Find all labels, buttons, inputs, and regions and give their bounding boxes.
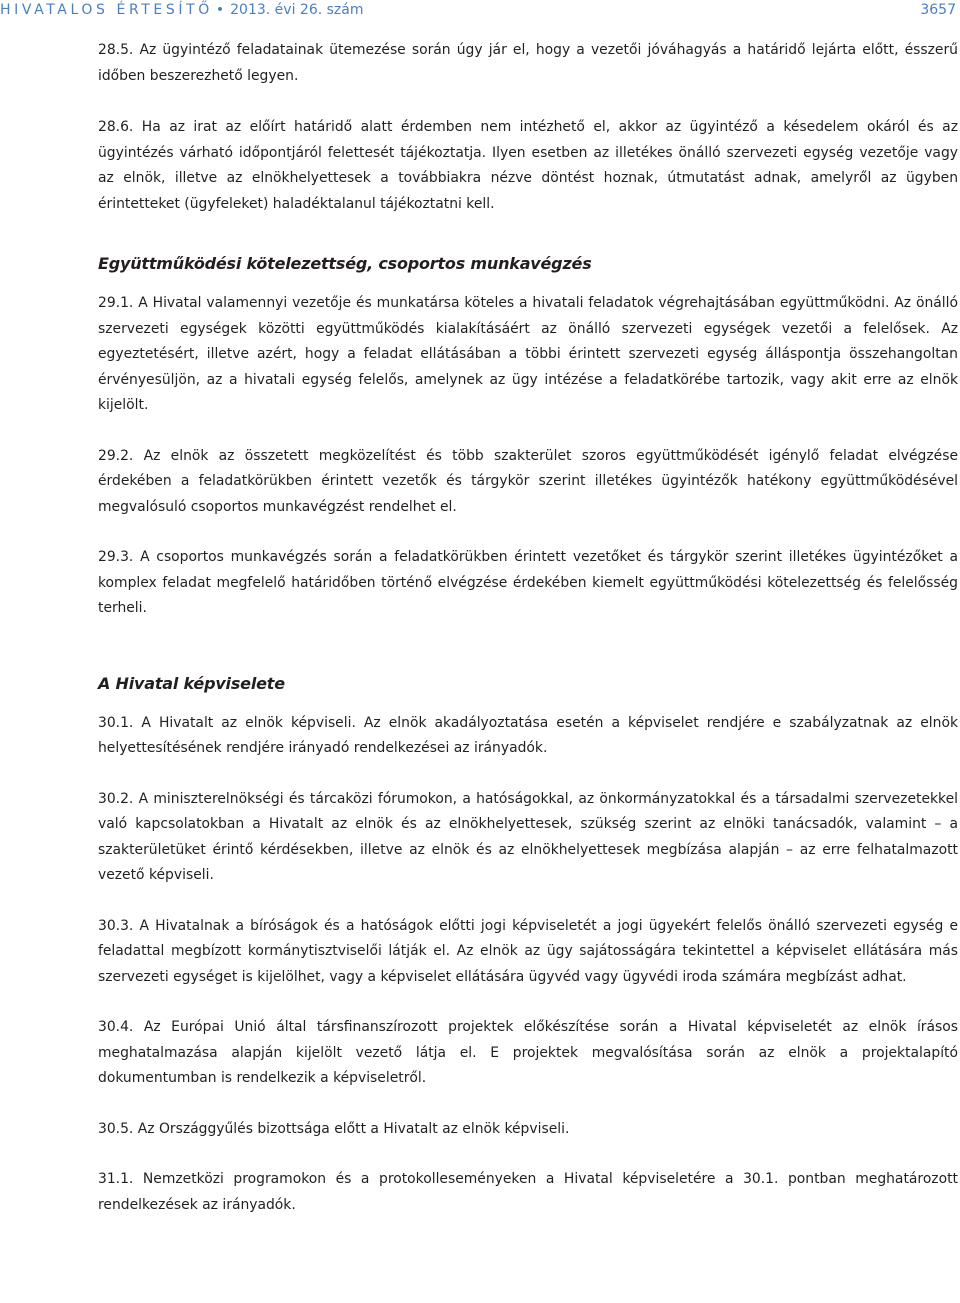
document-body xyxy=(98,38,958,1218)
paragraph-29-2: 29.2. Az elnök az összetett megközelítést és több szakterület szoros együttműködését igénylő feladat elvégzése érdekében a feladatkörükben érintett vezetők és tárgykör szerint illetékes ügyintézők hatékony együttműködésével megvalósuló csoportos munkavégzést rendelhet el. xyxy=(98,447,958,515)
publication-title: HIVATALOS ÉRTESÍTŐ xyxy=(0,2,213,18)
header-publication-info xyxy=(0,2,363,18)
page-number: 3657 xyxy=(920,2,956,18)
issue-info: 2013. évi 26. szám xyxy=(230,2,364,18)
paragraph-29-1: 29.1. A Hivatal valamennyi vezetője és munkatársa köteles a hivatali feladatok végrehajtásában együttműködni. Az önálló szervezeti egységek közötti együttműködés kialakításáért az önálló szervezeti egységek vezetői a felelősek. Az egyeztetésért, illetve azért, hogy a feladat ellátásában a többi érintett szervezeti egység álláspontja összehangoltan érvényesüljön, az a hivatali egység felelős, amelynek az ügy intézése a feladatkörébe tartozik, vagy akit erre az elnök kijelölt. xyxy=(98,295,958,413)
paragraph-30-3: 30.3. A Hivatalnak a bíróságok és a hatóságok előtti jogi képviseletét a jogi ügyekért felelős önálló szervezeti egység e feladattal megbízott kormánytisztviselői látják el. Az elnök az ügy sajátosságára tekintettel a képviselet ellátására más szervezeti egységet is kijelölhet, vagy a képviselet ellátására ügyvéd vagy ügyvédi iroda számára megbízást adhat. xyxy=(98,917,958,985)
section-heading-representation: A Hivatal képviselete xyxy=(98,673,285,693)
paragraph-31-1: 31.1. Nemzetközi programokon és a protokolleseményeken a Hivatal képviseletére a 30.1. pontban meghatározott rendelkezések az irányadók. xyxy=(98,1171,958,1213)
page-header xyxy=(0,0,960,20)
header-bullet: • xyxy=(215,2,225,18)
paragraph-30-5: 30.5. Az Országgyűlés bizottsága előtt a Hivatalt az elnök képviseli. xyxy=(98,1120,570,1137)
section-heading-cooperation: Együttműködési kötelezettség, csoportos munkavégzés xyxy=(98,254,592,273)
paragraph-29-3: 29.3. A csoportos munkavégzés során a feladatkörükben érintett vezetőket és tárgykör szerint illetékes ügyintézőket a komplex feladat megfelelő határidőben történő elvégzése érdekében kiemelt együttműködési kötelezettség és felelősség terheli. xyxy=(98,549,958,616)
paragraph-30-1: 30.1. A Hivatalt az elnök képviseli. Az elnök akadályoztatása esetén a képviselet rendjére e szabályzatnak az elnök helyettesítésének rendjére irányadó rendelkezései az irányadók. xyxy=(98,714,958,756)
paragraph-30-4: 30.4. Az Európai Unió által társfinanszírozott projektek előkészítése során a Hivatal képviseletét az elnök írásos meghatalmazása alapján kijelölt vezető látja el. E projektek megvalósítása során az elnök a projektalapító dokumentumban is rendelkezik a képviseletről. xyxy=(98,1019,958,1086)
paragraph-28-6: 28.6. Ha az irat az előírt határidő alatt érdemben nem intézhető el, akkor az ügyintéző a késedelem okáról és az ügyintézés várható időpontjáról felettesét tájékoztatja. Ilyen esetben az illetékes önálló szervezeti egység vezetője vagy az elnök, illetve az elnökhelyettesek a továbbiakra nézve döntést hoznak, útmutatást adnak, amelyről az ügyben érintetteket (ügyfeleket) haladéktalanul tájékoztatni kell. xyxy=(98,119,958,212)
paragraph-30-2: 30.2. A miniszterelnökségi és tárcaközi fórumokon, a hatóságokkal, az önkormányzatokkal és a társadalmi szervezetekkel való kapcsolatokban a Hivatalt az elnök és az elnökhelyettesek, szükség szerint az elnöki tanácsadók, valamint – a szakterületüket érintő kérdésekben, illetve az elnök és az elnökhelyettesek megbízása alapján – az erre felhatalmazott vezető képviseli. xyxy=(98,790,958,883)
paragraph-28-5: 28.5. Az ügyintéző feladatainak ütemezése során úgy jár el, hogy a vezetői jóváhagyás a határidő lejárta előtt, ésszerű időben beszerezhető legyen. xyxy=(98,42,958,84)
